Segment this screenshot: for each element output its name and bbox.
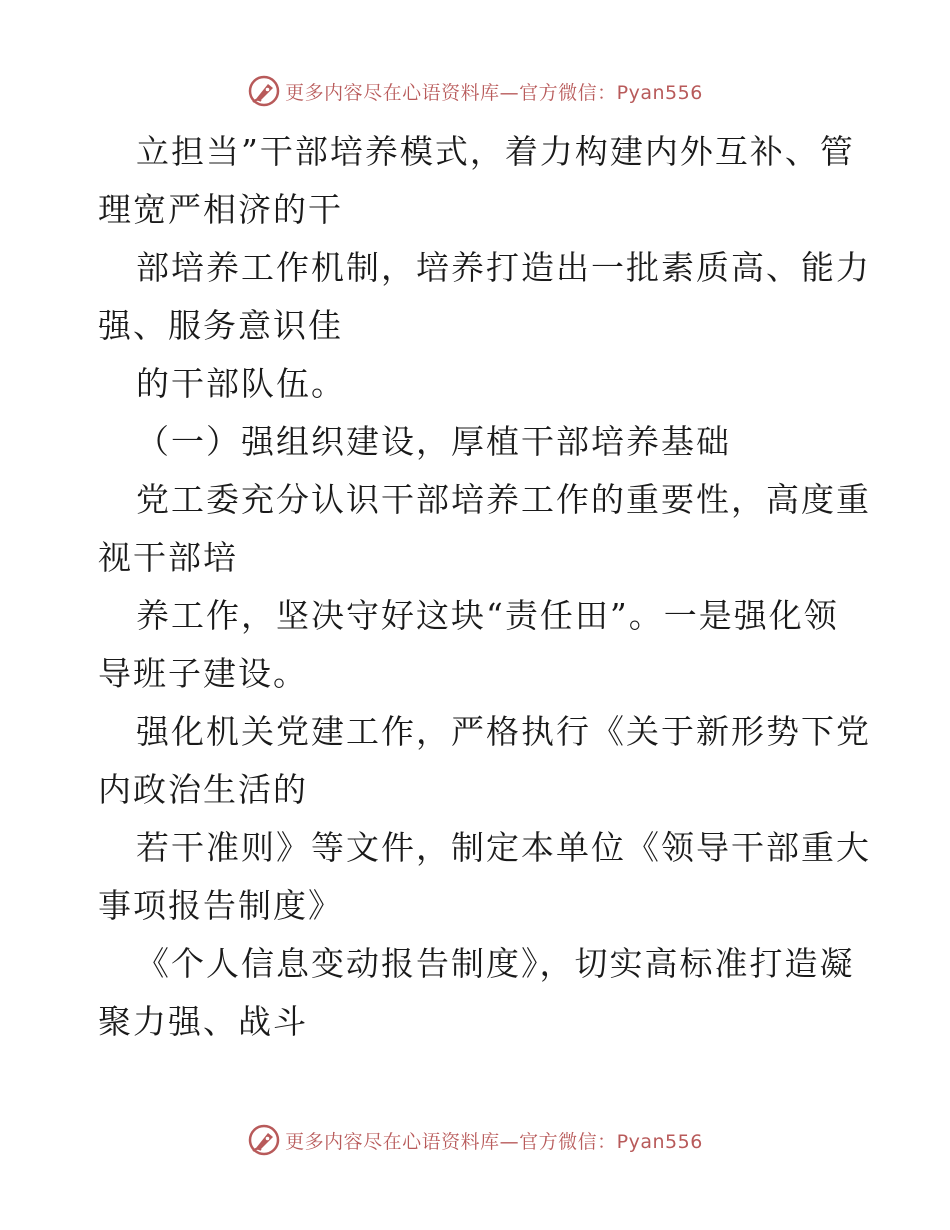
document-body [98, 123, 871, 1051]
pen-nib-logo-icon [247, 74, 281, 108]
text-line: 视干部培 [98, 538, 238, 577]
banner-text: 更多内容尽在心语资料库—官方微信：Pyan556 [285, 81, 703, 104]
text-line: 若干准则》等文件，制定本单位《领导干部重大 [136, 828, 871, 867]
text-line: 事项报告制度》 [98, 886, 343, 925]
text-line: 强化机关党建工作，严格执行《关于新形势下党 [136, 712, 871, 751]
text-line: 强、服务意识佳 [98, 306, 343, 345]
text-line: 立担当”干部培养模式，着力构建内外互补、管 [136, 132, 855, 171]
header-banner [0, 71, 950, 111]
text-line: 《个人信息变动报告制度》，切实高标准打造凝 [136, 944, 855, 983]
text-line: 理宽严相济的干 [98, 190, 343, 229]
text-line: 的干部队伍。 [136, 364, 346, 403]
text-line: 内政治生活的 [98, 770, 308, 809]
text-line: 导班子建设。 [98, 654, 308, 693]
pen-nib-logo-icon [247, 1123, 281, 1157]
text-line: 养工作，坚决守好这块“责任田”。一是强化领 [136, 596, 839, 635]
footer-banner [0, 1120, 950, 1160]
text-line: 党工委充分认识干部培养工作的重要性，高度重 [136, 480, 871, 519]
section-heading: （一）强组织建设，厚植干部培养基础 [136, 422, 731, 461]
banner-text: 更多内容尽在心语资料库—官方微信：Pyan556 [285, 1130, 703, 1153]
text-line: 聚力强、战斗 [98, 1002, 308, 1041]
text-line: 部培养工作机制，培养打造出一批素质高、能力 [136, 248, 871, 287]
